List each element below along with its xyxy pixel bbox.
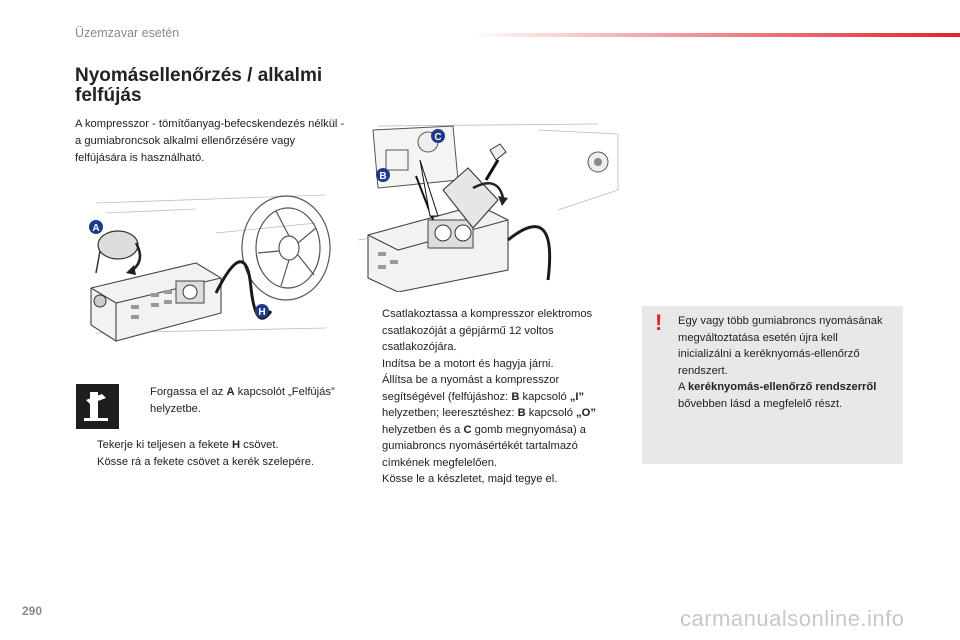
list-item: Indítsa be a motort és hagyja járni. (382, 357, 554, 370)
steps-middle (360, 306, 625, 488)
label-h: H (258, 307, 266, 318)
inflation-switch-icon (76, 384, 119, 429)
step-switch: Forgassa el az A kapcsolót „Felfújás” helyzetbe. (128, 384, 348, 417)
label-b: B (379, 171, 387, 182)
list-item: Tekerje ki teljesen a fekete H csövet. (97, 439, 279, 451)
compressor-wheel-illustration (76, 193, 338, 343)
section-header: Üzemzavar esetén (75, 26, 180, 40)
watermark: carmanualsonline.info (680, 606, 905, 631)
steps-left (75, 437, 355, 470)
page-title: Nyomásellenőrzés / alkalmi felfújás (75, 65, 323, 106)
list-item: Kösse le a készletet, majd tegye el. (382, 473, 558, 485)
list-item: Kösse rá a fekete csövet a kerék szelepére. (97, 455, 315, 468)
label-c: C (434, 132, 442, 143)
page-number: 290 (22, 604, 43, 618)
warning-box (642, 306, 903, 464)
warning-text: Egy vagy több gumiabroncs nyomásának megváltoztatása esetén újra kell inicializálni a keréknyomás-ellenőrző rendszert. A keréknyomás-ellenőrző rendszerről bővebben lásd a megfelelő részt. (678, 315, 883, 410)
bullet-marker (128, 384, 150, 417)
warning-icon: ! (655, 310, 663, 335)
compressor-socket-illustration (358, 120, 620, 292)
intro-paragraph: A kompresszor - tömítőanyag-befecskendezés nélkül - a gumiabroncsok alkalmi ellenőrzésére vagy felfújására is használható. (75, 118, 345, 164)
header-accent-line (470, 33, 960, 37)
list-item: Csatlakoztassa a kompresszor elektromos csatlakozóját a gépjármű 12 voltos csatlakozójára. (382, 308, 593, 353)
label-a: A (92, 223, 100, 234)
list-item: Állítsa be a nyomást a kompresszor segítségével (felfújáshoz: B kapcsoló „I” helyzetben; leeresztéshez: B kapcsoló „O” helyzetben és a C gomb megnyomása) a gumiabroncs nyomásértékét tartalmazó címkének megfelelően. (382, 374, 596, 469)
